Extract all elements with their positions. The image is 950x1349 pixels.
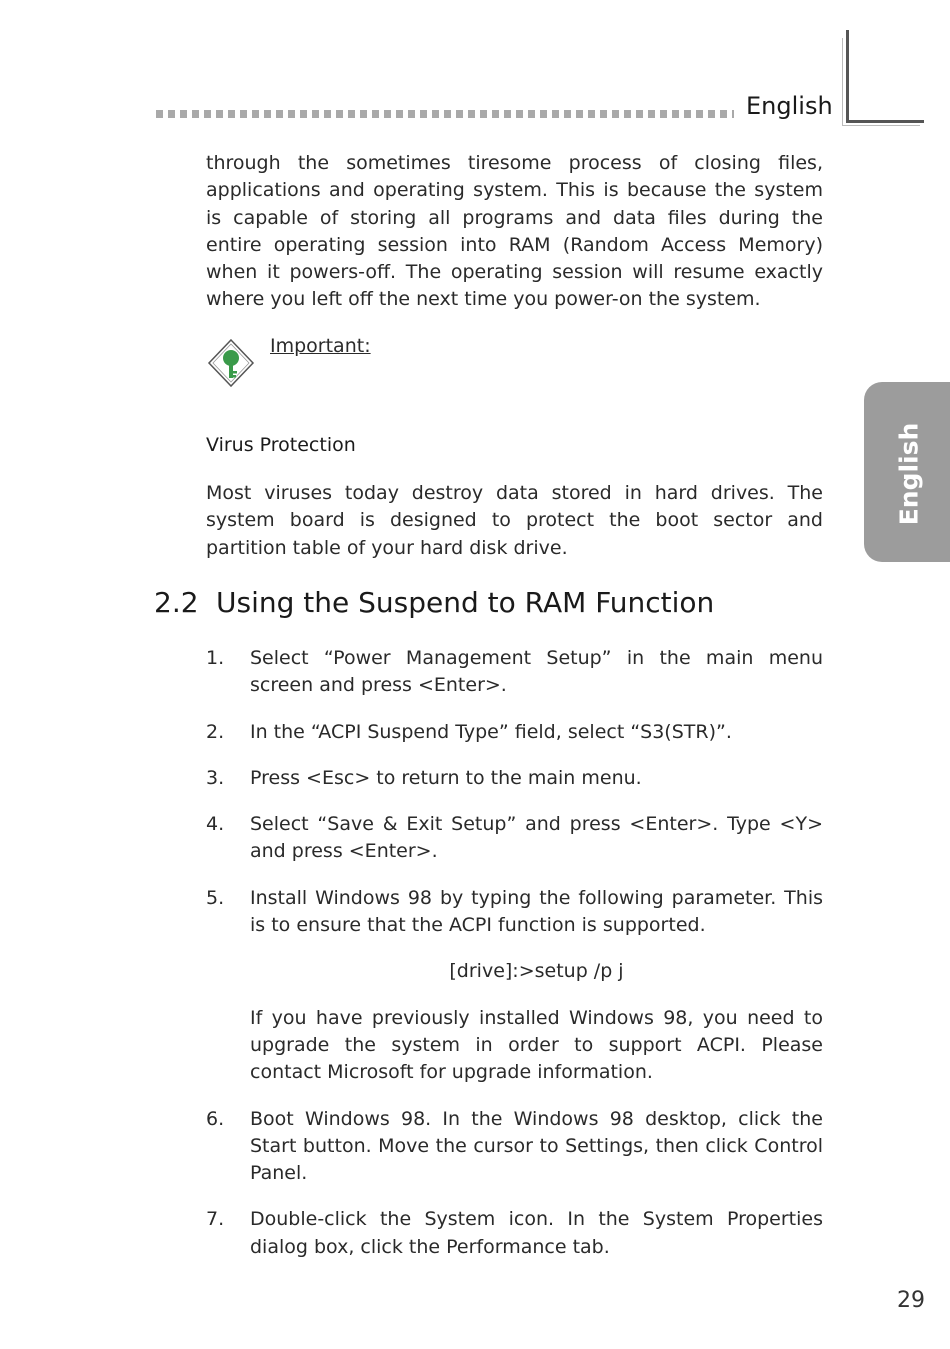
warning-diamond-icon [207,338,255,388]
step-text: Install Windows 98 by typing the following parameter. This is to ensure that the ACPI function is supported. [250,886,823,937]
step-number: 7. [206,1208,225,1231]
step-text: Double-click the System icon. In the System Properties dialog box, click the Performance tab. [250,1208,823,1258]
step-note: If you have previously installed Windows 98, you need to upgrade the system in order to support ACPI. Please contact Microsoft for upgrade information. [250,1006,823,1084]
list-item [206,765,823,792]
step-number: 4. [206,813,225,836]
step-text: Select “Power Management Setup” in the main menu screen and press <Enter>. [250,647,823,697]
list-item [206,885,823,1087]
step-number: 3. [206,766,225,789]
corner-mark-vertical [846,30,849,123]
setup-command: [drive]:>setup /p j [449,960,624,983]
virus-protection-text: Most viruses today destroy data stored in hard drives. The system board is designed to protect the boot sector and partition table of your hard disk drive. [206,482,823,559]
header-dotted-rule [156,110,734,118]
step-number: 2. [206,720,225,743]
step-body [250,885,823,1087]
section-title: Using the Suspend to RAM Function [216,586,715,619]
side-language-tab [864,382,950,562]
step-number: 1. [206,647,225,669]
step-text: Select “Save & Exit Setup” and press <Enter>. Type <Y> and press <Enter>. [250,813,823,863]
side-tab-label: English [894,422,924,526]
steps-list [206,645,823,1280]
intro-paragraph: through the sometimes tiresome process of closing files, applications and operating system. This is because the system is capable of storing all programs and data files during the entire operating session into RAM (Random Access Memory) when it powers-off. The operating session will resume exactly where you left off the next time you power-on the system. [206,152,823,311]
list-item [206,811,823,866]
step-text: In the “ACPI Suspend Type” field, select “S3(STR)”. [250,720,732,743]
list-item [206,1106,823,1188]
important-label: Important: [270,335,371,357]
step-text: Boot Windows 98. In the Windows 98 desktop, click the Start button. Move the cursor to Settings, then click Control Panel. [250,1107,823,1185]
list-item [206,645,823,700]
corner-mark-horizontal [846,120,924,123]
list-item [206,719,823,746]
step-text: Press <Esc> to return to the main menu. [250,766,642,789]
virus-protection-heading: Virus Protection [206,434,356,456]
step-number: 5. [206,886,225,909]
corner-mark-shadow-horizontal [842,125,920,126]
section-heading [154,586,714,619]
step-number: 6. [206,1107,225,1130]
page-number: 29 [897,1288,925,1313]
list-item [206,1206,823,1261]
section-number: 2.2 [154,586,199,619]
corner-mark-shadow-vertical [842,38,843,126]
header-language: English [746,92,833,120]
